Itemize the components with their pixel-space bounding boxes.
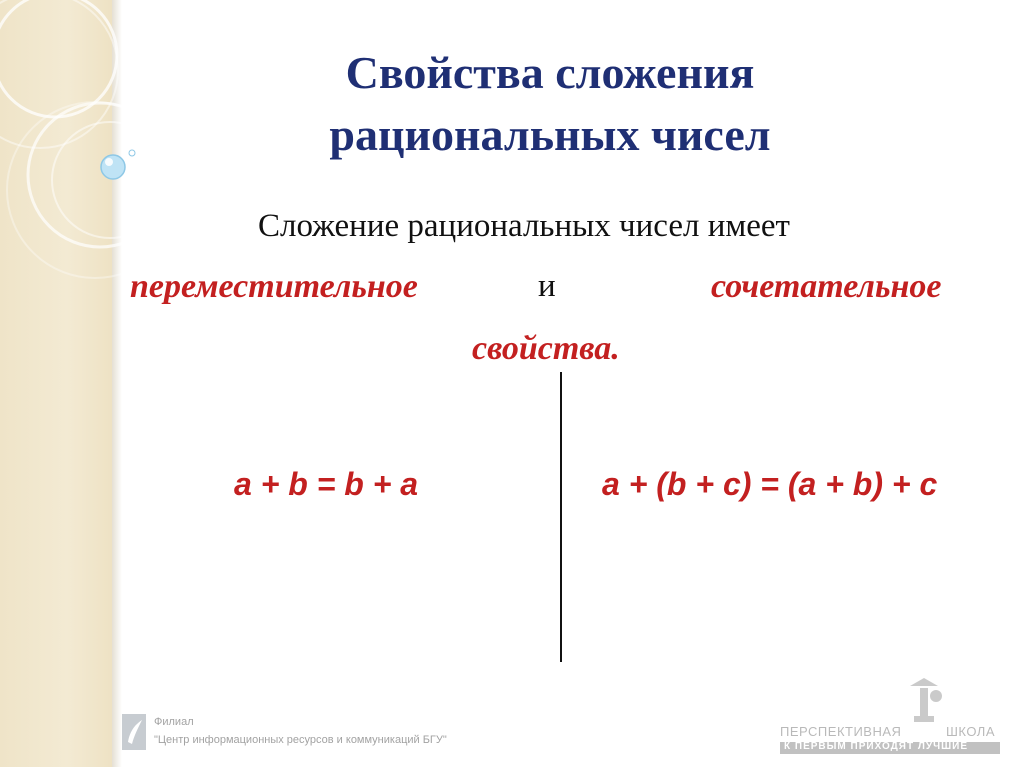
brand-left-text: ПЕРСПЕКТИВНАЯ — [780, 724, 902, 739]
intro-text: Сложение рациональных чисел имеет — [258, 208, 790, 244]
branch-logo-icon — [120, 712, 148, 752]
term-commutative: переместительное — [130, 268, 418, 305]
formula-commutative: a + b = b + a — [234, 466, 419, 502]
column-divider — [560, 372, 562, 662]
school-emblem-icon — [900, 676, 950, 724]
conjunction-text: и — [538, 268, 556, 304]
slogan-text: К ПЕРВЫМ ПРИХОДЯТ ЛУЧШИЕ — [784, 741, 968, 752]
bubble-icon — [101, 150, 135, 179]
branch-name: "Центр информационных ресурсов и коммуникаций БГУ" — [154, 734, 447, 746]
branch-label: Филиал — [154, 716, 194, 728]
slide-title — [200, 42, 900, 166]
title-line-2: рациональных чисел — [329, 109, 771, 160]
term-associative: сочетательное — [711, 268, 942, 305]
term-properties: свойства. — [472, 330, 620, 367]
footer-school-brand — [780, 676, 1012, 756]
brand-right-text: ШКОЛА — [946, 724, 996, 739]
title-line-1: Свойства сложения — [345, 47, 755, 98]
formula-associative: a + (b + c) = (a + b) + c — [602, 466, 938, 502]
footer-branch — [120, 712, 540, 756]
